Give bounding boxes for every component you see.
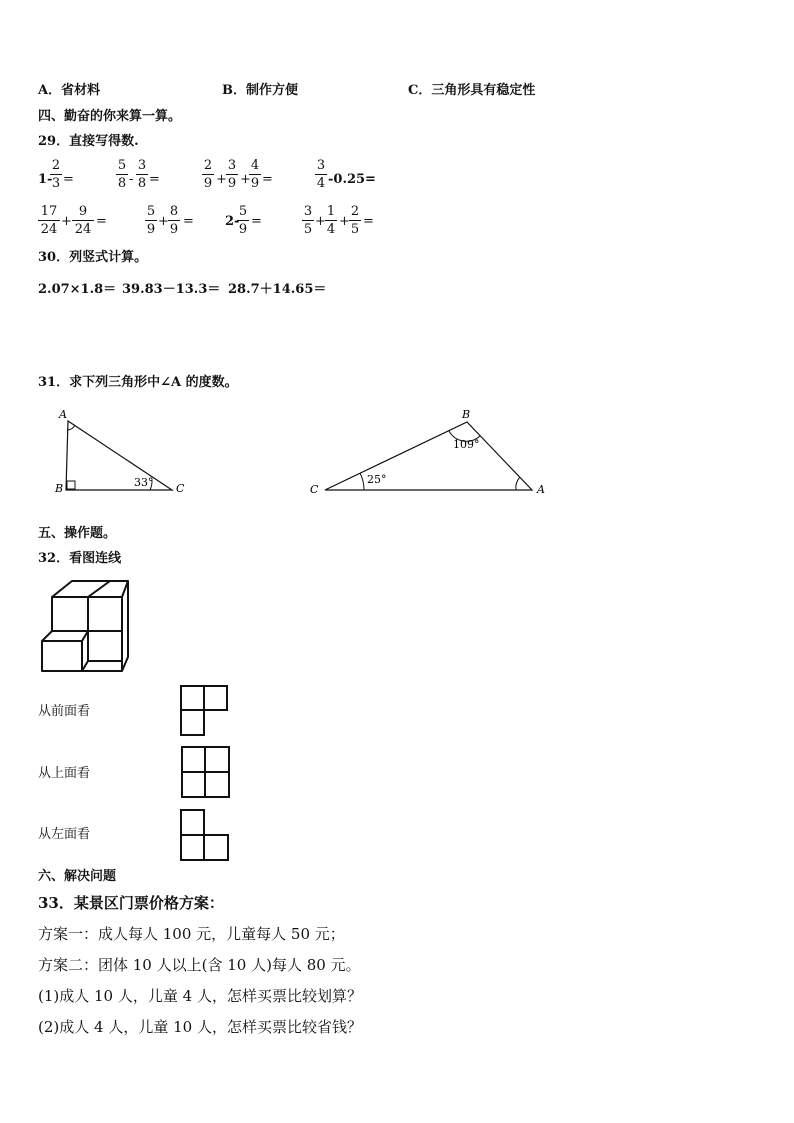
- numerator: 3: [137, 158, 147, 173]
- cube-stack-figure: [42, 581, 128, 671]
- vertex-a-label: A: [537, 483, 545, 496]
- denominator: 5: [303, 222, 313, 237]
- denominator: 24: [74, 222, 92, 237]
- numerator: 4: [250, 158, 260, 173]
- equals: =: [96, 214, 107, 229]
- operator: +: [240, 172, 251, 187]
- equals: =: [149, 172, 160, 187]
- denominator: 4: [316, 176, 326, 191]
- prefix: 1-: [38, 172, 53, 187]
- numerator: 1: [326, 204, 336, 219]
- vertex-c-label: C: [310, 483, 319, 496]
- denominator: 9: [227, 176, 237, 191]
- equals: =: [251, 214, 262, 229]
- q30-item-2: 39.83－13.3＝: [122, 282, 221, 297]
- view-label-top: 从上面看: [38, 766, 91, 781]
- angle-b-label: 109°: [453, 438, 480, 451]
- denominator: 24: [40, 222, 58, 237]
- operator: +: [216, 172, 227, 187]
- denominator: 9: [169, 222, 179, 237]
- operator: +: [315, 214, 326, 229]
- numerator: 17: [40, 204, 58, 219]
- q33-line-4: (2)成人 4 人，儿童 10 人，怎样买票比较省钱？: [38, 1018, 362, 1036]
- denominator: 9: [238, 222, 248, 237]
- option-c: C．三角形具有稳定性: [408, 83, 536, 98]
- equals: =: [183, 214, 194, 229]
- angle-c-label: 25°: [367, 473, 387, 486]
- operator: -: [129, 172, 134, 187]
- q29-title: 29．直接写得数.: [38, 134, 139, 149]
- denominator: 8: [137, 176, 147, 191]
- operator: +: [158, 214, 169, 229]
- q31-title: 31．求下列三角形中∠A 的度数。: [38, 375, 238, 390]
- vertex-b-label: B: [462, 408, 471, 421]
- q33-title: 33．某景区门票价格方案：: [38, 894, 224, 912]
- option-b: B．制作方便: [222, 83, 298, 98]
- right-triangle: [54, 408, 185, 495]
- denominator: 8: [117, 176, 127, 191]
- q30-title: 30．列竖式计算。: [38, 250, 148, 265]
- numerator: 5: [117, 158, 127, 173]
- denominator: 9: [203, 176, 213, 191]
- numerator: 2: [51, 158, 61, 173]
- option-a: A．省材料: [38, 83, 101, 98]
- q33-line-3: (1)成人 10 人，儿童 4 人，怎样买票比较划算？: [38, 987, 362, 1005]
- view-label-left: 从左面看: [38, 827, 91, 842]
- denominator: 9: [146, 222, 156, 237]
- numerator: 8: [169, 204, 179, 219]
- q30-item-1: 2.07×1.8＝: [38, 282, 117, 297]
- view-label-front: 从前面看: [38, 704, 91, 719]
- prefix: 2-: [225, 214, 240, 229]
- numerator: 3: [303, 204, 313, 219]
- numerator: 9: [78, 204, 88, 219]
- top-view-grid: [182, 747, 229, 797]
- numerator: 3: [227, 158, 237, 173]
- angle-c-label: 33°: [134, 476, 154, 489]
- obtuse-triangle: [310, 408, 545, 496]
- vertex-c-label: C: [176, 482, 185, 495]
- numerator: 2: [203, 158, 213, 173]
- operator: +: [339, 214, 350, 229]
- section-4-title: 四、勤奋的你来算一算。: [38, 109, 182, 124]
- numerator: 3: [316, 158, 326, 173]
- section-6-title: 六、解决问题: [38, 869, 117, 884]
- q33-line-1: 方案一：成人每人 100 元，儿童每人 50 元；: [38, 925, 345, 943]
- denominator: 5: [350, 222, 360, 237]
- front-view-grid: [181, 686, 227, 735]
- suffix: -0.25=: [328, 172, 376, 187]
- denominator: 9: [250, 176, 260, 191]
- q33-line-2: 方案二：团体 10 人以上(含 10 人)每人 80 元。: [38, 956, 361, 974]
- operator: +: [61, 214, 72, 229]
- numerator: 2: [350, 204, 360, 219]
- denominator: 4: [326, 222, 336, 237]
- denominator: 3: [51, 176, 61, 191]
- vertex-a-label: A: [59, 408, 67, 421]
- equals: =: [262, 172, 273, 187]
- section-5-title: 五、操作题。: [38, 526, 117, 541]
- equals: =: [63, 172, 74, 187]
- q30-item-3: 28.7＋14.65＝: [228, 282, 327, 297]
- vertex-b-label: B: [55, 482, 64, 495]
- q32-title: 32．看图连线: [38, 551, 122, 566]
- equals: =: [363, 214, 374, 229]
- numerator: 5: [146, 204, 156, 219]
- left-view-grid: [181, 810, 228, 860]
- numerator: 5: [238, 204, 248, 219]
